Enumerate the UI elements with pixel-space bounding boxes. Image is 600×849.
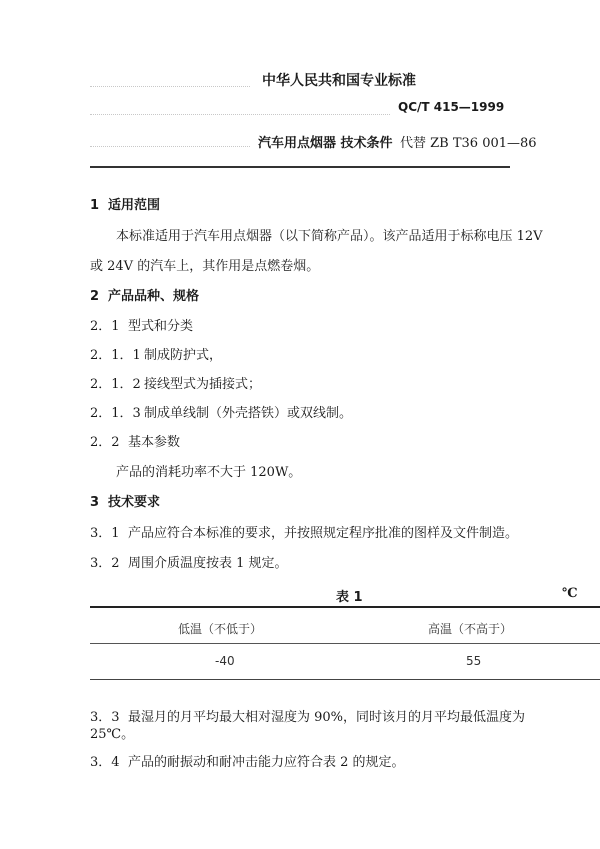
standard-code: QC/T 415—1999 (398, 100, 505, 114)
clause-3-1: 3．1 产品应符合本标准的要求，并按照规定程序批准的图样及文件制造。 (90, 526, 519, 541)
paragraph: 产品的消耗功率不大于 120W。 (116, 465, 302, 480)
table-header-rule (90, 643, 600, 644)
standard-name: 汽车用点烟器 技术条件 (258, 136, 393, 151)
clause-3-2: 3．2 周围介质温度按表 1 规定。 (90, 556, 288, 571)
leader-dots (90, 86, 250, 87)
table-1-caption: 表 1 (336, 590, 363, 605)
clause-3-4: 3．4 产品的耐振动和耐冲击能力应符合表 2 的规定。 (90, 755, 405, 770)
table-cell-high-temp: 55 (466, 654, 482, 668)
clause-2-1-1: 2．1．1 制成防护式， (90, 348, 223, 363)
table-cell-low-temp: -40 (215, 654, 235, 668)
leader-dots (90, 114, 390, 115)
table-top-rule (90, 606, 600, 608)
section-2-heading: 2 产品品种、规格 (90, 289, 200, 304)
replaces-note: 代替 ZB T36 001—86 (400, 136, 537, 151)
table-bottom-rule (90, 679, 600, 680)
header-rule (90, 166, 510, 168)
clause-2-2: 2．2 基本参数 (90, 435, 181, 450)
clause-2-1-3: 2．1．3 制成单线制（外壳搭铁）或双线制。 (90, 406, 353, 421)
clause-3-3-continued: 25℃。 (90, 727, 135, 742)
paragraph: 本标准适用于汽车用点烟器（以下简称产品）。该产品适用于标称电压 12V (116, 229, 543, 244)
section-1-heading: 1 适用范围 (90, 198, 161, 213)
clause-2-1: 2．1 型式和分类 (90, 319, 194, 334)
table-header-low-temp: 低温（不低于） (178, 622, 263, 636)
section-3-heading: 3 技术要求 (90, 495, 161, 510)
leader-dots (90, 146, 250, 147)
clause-2-1-2: 2．1．2 接线型式为插接式； (90, 377, 262, 392)
clause-3-3: 3．3 最湿月的月平均最大相对湿度为 90%，同时该月的月平均最低温度为 (90, 710, 526, 725)
table-1-unit: ℃ (562, 586, 578, 601)
table-header-high-temp: 高温（不高于） (428, 622, 513, 636)
standard-category-title: 中华人民共和国专业标准 (262, 73, 416, 89)
paragraph: 或 24V 的汽车上，其作用是点燃卷烟。 (90, 259, 320, 274)
